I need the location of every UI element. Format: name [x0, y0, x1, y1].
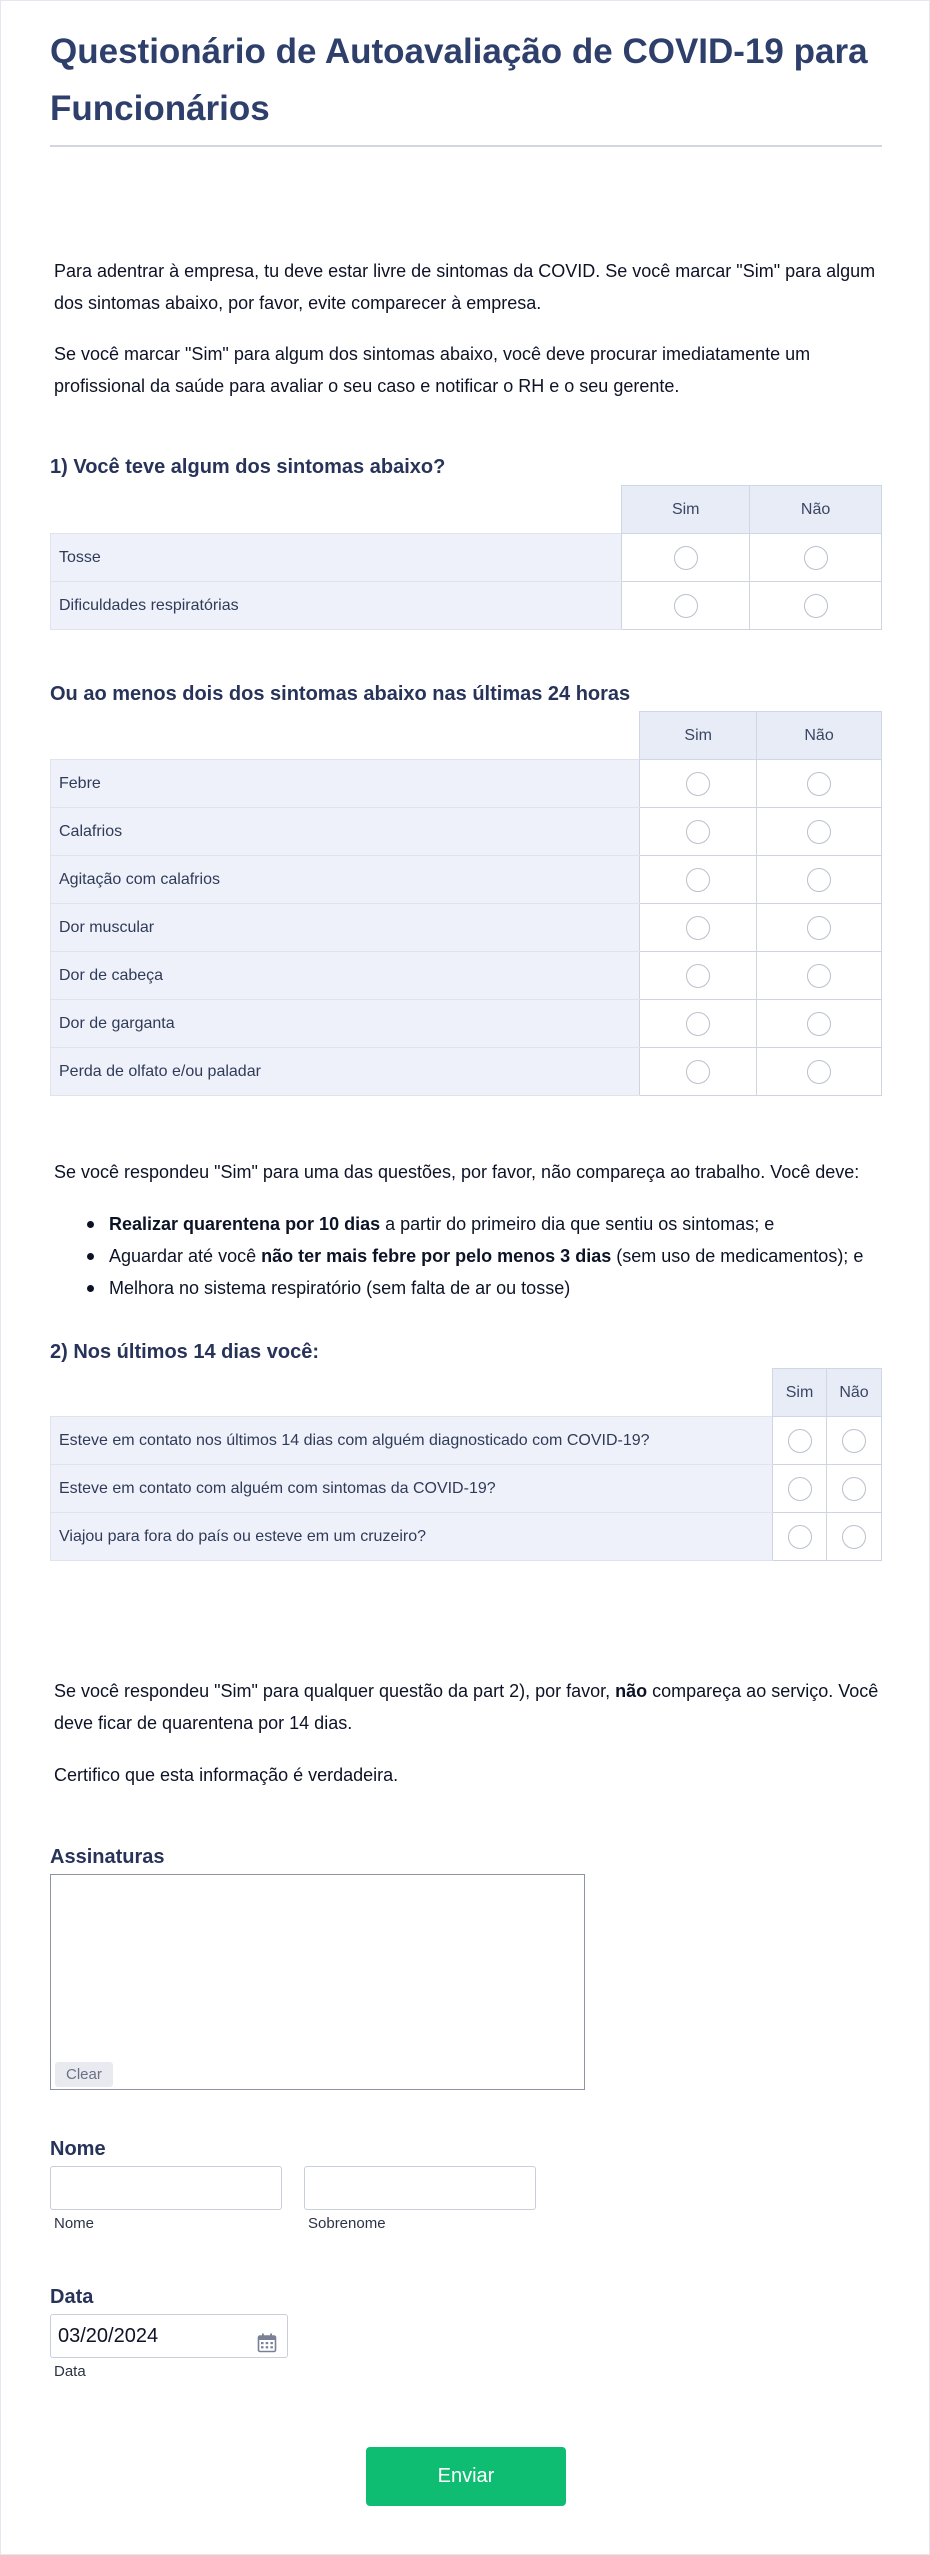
row-label-febre: Febre	[51, 760, 640, 808]
matrix-corner	[51, 486, 622, 534]
radio-button[interactable]	[788, 1429, 812, 1453]
q1-heading: 1) Você teve algum dos sintomas abaixo?	[50, 456, 446, 478]
matrix-row	[51, 1513, 882, 1561]
column-header-sim: Sim	[773, 1369, 827, 1417]
cell-sim[interactable]	[640, 904, 757, 952]
cell-nao[interactable]	[757, 856, 882, 904]
radio-button[interactable]	[807, 1012, 831, 1036]
cell-sim[interactable]	[773, 1417, 827, 1465]
radio-button[interactable]	[686, 964, 710, 988]
cell-sim[interactable]	[640, 1048, 757, 1096]
radio-button[interactable]	[686, 868, 710, 892]
radio-button[interactable]	[807, 1060, 831, 1084]
column-header-nao: Não	[750, 486, 882, 534]
row-label-dor-cabeca: Dor de cabeça	[51, 952, 640, 1000]
row-label-contato-sintomas: Esteve em contato com alguém com sintomas da COVID-19?	[51, 1465, 773, 1513]
name-label: Nome	[50, 2138, 106, 2160]
column-header-sim: Sim	[640, 712, 757, 760]
cell-nao[interactable]	[757, 952, 882, 1000]
matrix-row	[51, 904, 882, 952]
matrix-row	[51, 582, 882, 630]
q1-matrix	[50, 485, 882, 630]
radio-button[interactable]	[686, 820, 710, 844]
closing-text: compareça ao serviço. Você deve ficar de quarentena por 14 dias.	[54, 1681, 879, 1733]
intro-paragraph-1: Para adentrar à empresa, tu deve estar livre de sintomas da COVID. Se você marcar "Sim" para algum dos sintomas abaixo, por favor, evite comparecer à empresa.	[54, 261, 876, 313]
cell-nao[interactable]	[757, 904, 882, 952]
intro-paragraph-2: Se você marcar "Sim" para algum dos sintomas abaixo, você deve procurar imediatamente um profissional da saúde para avaliar o seu caso e notificar o RH e o seu gerente.	[54, 344, 811, 396]
cell-sim[interactable]	[640, 808, 757, 856]
list-item	[53, 1240, 883, 1272]
radio-button[interactable]	[788, 1525, 812, 1549]
row-label-tosse: Tosse	[51, 534, 622, 582]
cell-sim[interactable]	[640, 760, 757, 808]
row-label-dor-garganta: Dor de garganta	[51, 1000, 640, 1048]
radio-button[interactable]	[807, 964, 831, 988]
matrix-row	[51, 1417, 882, 1465]
list-item	[53, 1208, 883, 1240]
cell-nao[interactable]	[757, 808, 882, 856]
cell-nao[interactable]	[827, 1417, 882, 1465]
matrix-row	[51, 760, 882, 808]
closing-paragraph-1	[54, 1675, 884, 1739]
radio-button[interactable]	[807, 868, 831, 892]
cell-sim[interactable]	[773, 1465, 827, 1513]
cell-nao[interactable]	[757, 1048, 882, 1096]
radio-button[interactable]	[686, 916, 710, 940]
row-label-viagem: Viajou para fora do país ou esteve em um cruzeiro?	[51, 1513, 773, 1561]
cell-nao[interactable]	[750, 582, 882, 630]
bold-text: Realizar quarentena por 10 dias	[109, 1214, 381, 1234]
column-header-nao: Não	[757, 712, 882, 760]
matrix-row	[51, 1048, 882, 1096]
list-text: (sem uso de medicamentos); e	[611, 1246, 864, 1266]
radio-button[interactable]	[804, 594, 828, 618]
q1b-heading: Ou ao menos dois dos sintomas abaixo nas últimas 24 horas	[50, 683, 631, 705]
row-label-contato-diagnosticado: Esteve em contato nos últimos 14 dias com alguém diagnosticado com COVID-19?	[51, 1417, 773, 1465]
first-name-input[interactable]	[50, 2166, 282, 2210]
cell-sim[interactable]	[640, 856, 757, 904]
row-label-agitacao: Agitação com calafrios	[51, 856, 640, 904]
matrix-row	[51, 1000, 882, 1048]
list-text: a partir do primeiro dia que sentiu os sintomas; e	[380, 1214, 775, 1234]
radio-button[interactable]	[842, 1429, 866, 1453]
row-label-dor-muscular: Dor muscular	[51, 904, 640, 952]
radio-button[interactable]	[686, 1060, 710, 1084]
row-label-olfato: Perda de olfato e/ou paladar	[51, 1048, 640, 1096]
instructions-list	[53, 1208, 883, 1304]
radio-button[interactable]	[804, 546, 828, 570]
cell-nao[interactable]	[827, 1513, 882, 1561]
list-text: Melhora no sistema respiratório (sem falta de ar ou tosse)	[109, 1278, 571, 1298]
matrix-corner	[51, 712, 640, 760]
matrix-row	[51, 1465, 882, 1513]
last-name-sublabel: Sobrenome	[308, 2215, 386, 2232]
radio-button[interactable]	[686, 772, 710, 796]
radio-button[interactable]	[842, 1477, 866, 1501]
matrix-row	[51, 856, 882, 904]
cell-sim[interactable]	[640, 1000, 757, 1048]
matrix-corner	[51, 1369, 773, 1417]
date-label: Data	[50, 2286, 94, 2308]
matrix-row	[51, 952, 882, 1000]
radio-button[interactable]	[674, 594, 698, 618]
cell-sim[interactable]	[640, 952, 757, 1000]
bold-text: não ter mais febre por pelo menos 3 dias	[261, 1246, 612, 1266]
signature-pad[interactable]	[50, 1874, 585, 2090]
cell-nao[interactable]	[750, 534, 882, 582]
q2-heading: 2) Nos últimos 14 dias você:	[50, 1341, 319, 1363]
q1b-matrix	[50, 711, 882, 1096]
q2-matrix	[50, 1368, 882, 1561]
date-input[interactable]	[50, 2314, 288, 2358]
row-label-dificuldades: Dificuldades respiratórias	[51, 582, 622, 630]
last-name-input[interactable]	[304, 2166, 536, 2210]
radio-button[interactable]	[842, 1525, 866, 1549]
column-header-nao: Não	[827, 1369, 882, 1417]
form-title: Questionário de Autoavaliação de COVID-19 para Funcionários	[50, 32, 868, 128]
closing-paragraph-2: Certifico que esta informação é verdadeira.	[54, 1765, 399, 1785]
cell-nao[interactable]	[757, 760, 882, 808]
first-name-sublabel: Nome	[54, 2215, 95, 2232]
radio-button[interactable]	[686, 1012, 710, 1036]
row-label-calafrios: Calafrios	[51, 808, 640, 856]
cell-nao[interactable]	[757, 1000, 882, 1048]
radio-button[interactable]	[807, 820, 831, 844]
date-value: 03/20/2024	[58, 2325, 159, 2347]
date-sublabel: Data	[54, 2363, 86, 2380]
matrix-row	[51, 808, 882, 856]
closing-text: Se você respondeu "Sim" para qualquer questão da part 2), por favor,	[54, 1681, 616, 1701]
cell-sim[interactable]	[622, 582, 750, 630]
column-header-sim: Sim	[622, 486, 750, 534]
radio-button[interactable]	[788, 1477, 812, 1501]
title-divider	[50, 145, 882, 147]
cell-nao[interactable]	[827, 1465, 882, 1513]
cell-sim[interactable]	[622, 534, 750, 582]
list-item	[53, 1272, 883, 1304]
matrix-row	[51, 534, 882, 582]
bold-text: não	[615, 1681, 648, 1701]
signature-label: Assinaturas	[50, 1846, 165, 1868]
submit-button[interactable]: Enviar	[366, 2447, 566, 2506]
clear-signature-button[interactable]: Clear	[55, 2062, 113, 2087]
list-text: Aguardar até você	[109, 1246, 262, 1266]
radio-button[interactable]	[674, 546, 698, 570]
cell-sim[interactable]	[773, 1513, 827, 1561]
radio-button[interactable]	[807, 916, 831, 940]
radio-button[interactable]	[807, 772, 831, 796]
instructions-lead: Se você respondeu "Sim" para uma das questões, por favor, não compareça ao trabalho. Você deve:	[54, 1162, 860, 1182]
calendar-icon[interactable]	[257, 2326, 277, 2346]
